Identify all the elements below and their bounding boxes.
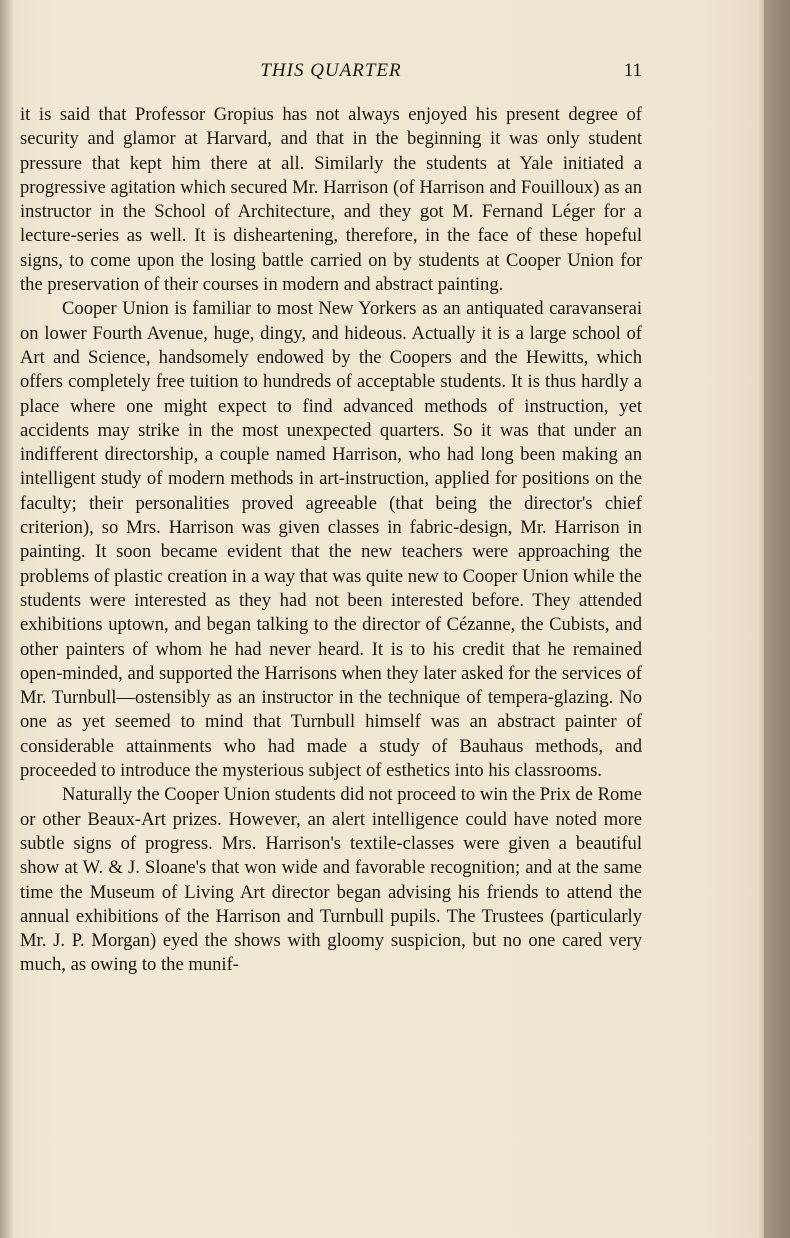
running-header [20, 58, 642, 86]
running-title: THIS QUARTER [260, 60, 402, 81]
binding-shadow [0, 0, 14, 1238]
paragraph: Naturally the Cooper Union students did not proceed to win the Prix de Rome or other Beaux-Art prizes. However, an alert intelligence could have noted more subtle signs of progress. Mrs. Harrison's textile-classes were given a beautiful show at W. & J. Sloane's that won wide and favorable recognition; and at the same time the Museum of Living Art director began advising his friends to attend the annual exhibitions of the Harrison and Turnbull pupils. The Trustees (particularly Mr. J. P. Morgan) eyed the shows with gloomy suspicion, but no one cared very much, as owing to the munif- [20, 784, 642, 976]
paragraph: it is said that Professor Gropius has not always enjoyed his present degree of security and glamor at Harvard, and that in the beginning it was only student pressure that kept him there at all. Similarly the students at Yale initiated a progressive agitation which secured Mr. Harrison (of Harrison and Fouilloux) as an instructor in the School of Architecture, and they got M. Fernand Léger for a lecture-series as well. It is disheartening, therefore, in the face of these hopeful signs, to come upon the losing battle carried on by students at Cooper Union for the preservation of their courses in modern and abstract painting. [20, 104, 642, 296]
body-text [20, 103, 642, 978]
page-number: 11 [623, 60, 642, 81]
paragraph: Cooper Union is familiar to most New Yorkers as an antiquated caravanserai on lower Fourth Avenue, huge, dingy, and hideous. Actually it is a large school of Art and Science, handsomely endowed by the Coopers and the Hewitts, which offers completely free tuition to hundreds of acceptable students. It is thus hardly a place where one might expect to find advanced methods of instruction, yet accidents may strike in the most unexpected quarters. So it was that under an indifferent directorship, a couple named Harrison, who had long been making an intelligent study of modern methods in art-instruction, applied for positions on the faculty; their personalities proved agreeable (that being the director's chief criterion), so Mrs. Harrison was given classes in fabric-design, Mr. Harrison in painting. It soon became evident that the new teachers were approaching the problems of plastic creation in a way that was quite new to Cooper Union while the students were interested as they had not been interested before. They attended exhibitions uptown, and began talking to the director of Cézanne, the Cubists, and other painters of whom he had never heard. It is to his credit that he remained open-minded, and supported the Harrisons when they later asked for the services of Mr. Turnbull—ostensibly as an instructor in the technique of tempera-glazing. No one as yet seemed to mind that Turnbull himself was an abstract painter of considerable attainments who had made a study of Bauhaus methods, and proceeded to introduce the mysterious subject of esthetics into his classrooms. [20, 298, 642, 782]
page-edge [764, 0, 790, 1238]
